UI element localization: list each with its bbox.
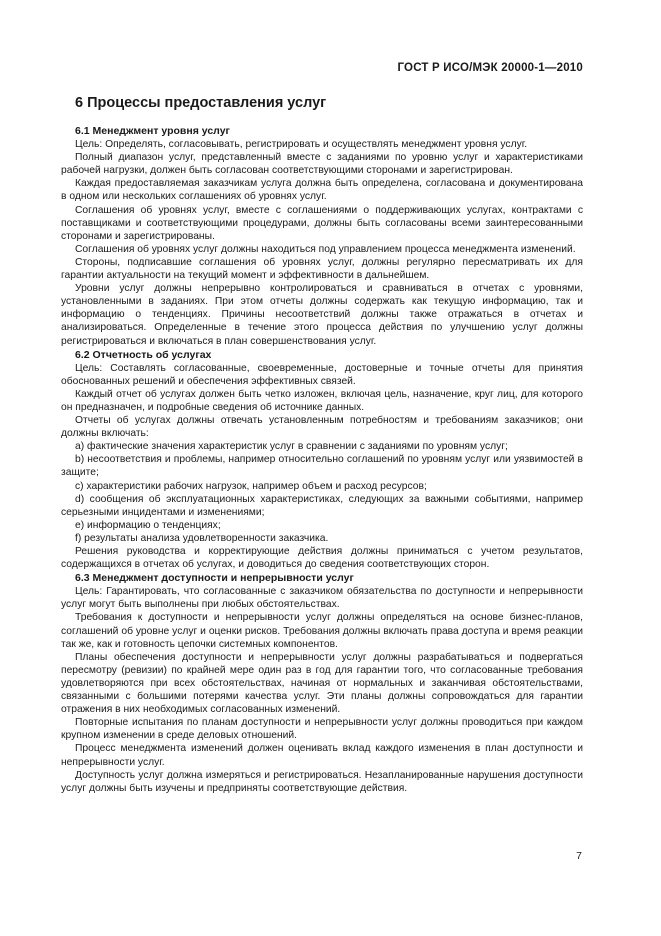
paragraph: Стороны, подписавшие соглашения об уровнях услуг, должны регулярно пересматривать их для гарантии актуальности на текущий момент и эффективности в дальнейшем. bbox=[61, 256, 583, 282]
subsection-title-6-2: 6.2 Отчетность об услугах bbox=[75, 348, 212, 361]
list-item: a) фактические значения характеристик услуг в сравнении с заданиями по уровням услуг; bbox=[75, 441, 508, 453]
paragraph: Решения руководства и корректирующие действия должны приниматься с учетом результатов, содержащихся в отчетах об услугах, и доводиться до сведения соответствующих сторон. bbox=[61, 546, 583, 571]
paragraph: Цель: Гарантировать, что согласованные с заказчиком обязательства по доступности и непрерывности услуг могут быть выполнены при любых обстоятельствах. bbox=[61, 586, 583, 611]
list-item: b) несоответствия и проблемы, например относительно соглашений по уровням услуг или уязвимостей в защите; bbox=[61, 454, 583, 479]
list-item: e) информацию о тенденциях; bbox=[75, 519, 221, 531]
page-body bbox=[61, 125, 583, 795]
subsection-title-6-1: 6.1 Менеджмент уровня услуг bbox=[75, 125, 230, 137]
list-item: c) характеристики рабочих нагрузок, например объем и расход ресурсов; bbox=[75, 480, 427, 492]
paragraph: Цель: Составлять согласованные, своевременные, достоверные и точные отчеты для принятия обоснованных решений и обеспечения эффективных связей. bbox=[61, 362, 583, 387]
paragraph: Полный диапазон услуг, представленный вместе с заданиями по уровню услуг и характеристиками рабочей нагрузки, должен быть согласован соответствующими сторонами и зарегистрирован. bbox=[61, 152, 583, 177]
list-item: d) сообщения об эксплуатационных характеристиках, следующих за важными событиями, например серьезными инцидентами и изменениями; bbox=[61, 493, 583, 518]
section-title: 6 Процессы предоставления услуг bbox=[75, 95, 327, 111]
paragraph: Требования к доступности и непрерывности услуг должны определяться на основе бизнес-планов, соглашений об уровне услуг и оценки рисков. Требования должны включать права доступа и время реакции так же, как и готовность цепочки системных компонентов. bbox=[61, 612, 583, 650]
paragraph: Процесс менеджмента изменений должен оценивать вклад каждого изменения в план доступности и непрерывности услуг. bbox=[61, 743, 583, 768]
list-item: f) результаты анализа удовлетворенности заказчика. bbox=[75, 532, 329, 544]
paragraph: Каждый отчет об услугах должен быть четко изложен, включая цель, назначение, круг лиц, для которого он предназначен, и подробные сведения об источнике данных. bbox=[61, 388, 583, 413]
paragraph: Каждая предоставляемая заказчикам услуга должна быть определена, согласована и документирована в одном или нескольких соглашениях об уровнях услуг. bbox=[61, 178, 583, 203]
document-header: ГОСТ Р ИСО/МЭК 20000-1—2010 bbox=[397, 62, 583, 74]
paragraph: Уровни услуг должны непрерывно контролироваться и сравниваться в отчетах с уровнями, установленными в заданиях. При этом отчеты должны содержать как текущую информацию, так и информацию о тенденциях. Причины несоответствий должны также отражаться в отчетах и анализироваться. Определенные в течение этого процесса действия по улучшению услуг должны регистрироваться и включаться в план совершенствования услуг. bbox=[61, 283, 583, 347]
paragraph: Доступность услуг должна измеряться и регистрироваться. Незапланированные нарушения доступности услуг должны быть изучены и предприняты соответствующие действия. bbox=[61, 769, 583, 794]
paragraph: Повторные испытания по планам доступности и непрерывности услуг должны проводиться при каждом крупном изменении в среде деловых отношений. bbox=[61, 717, 583, 742]
paragraph: Отчеты об услугах должны отвечать установленным потребностям и требованиям заказчиков; они должны включать: bbox=[61, 415, 583, 440]
paragraph: Цель: Определять, согласовывать, регистрировать и осуществлять менеджмент уровня услуг. bbox=[75, 139, 528, 151]
page-number: 7 bbox=[576, 850, 582, 862]
subsection-title-6-3: 6.3 Менеджмент доступности и непрерывности услуг bbox=[75, 572, 354, 585]
paragraph: Соглашения об уровнях услуг, вместе с соглашениями о поддерживающих услугах, контрактами с поставщиками и соответствующими процедурами, должны быть согласованы всеми заинтересованными сторонами и зарегистрированы. bbox=[61, 204, 583, 242]
paragraph: Планы обеспечения доступности и непрерывности услуг должны разрабатываться и подвергаться пересмотру (ревизии) по крайней мере один раз в год для гарантии того, что согласованные требования удовлетворяются при всех обстоятельствах, начиная от нормальных и заканчивая обстоятельствами, связанными с большими потерями качества услуг. Эти планы должны сопровождаться для гарантии отражения в них необходимых согласованных изменений. bbox=[61, 651, 583, 716]
paragraph: Соглашения об уровнях услуг должны находиться под управлением процесса менеджмента изменений. bbox=[75, 243, 576, 255]
